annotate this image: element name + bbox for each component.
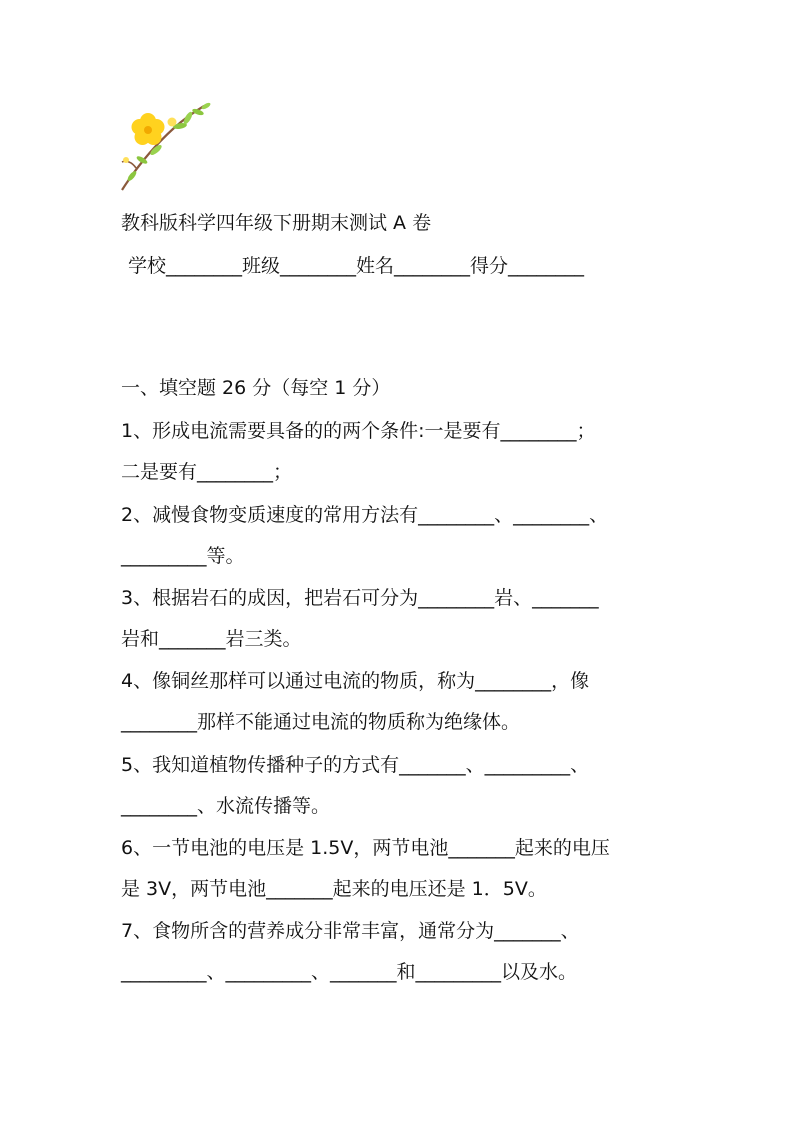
question-6 — [121, 828, 711, 910]
question-line: ________那样不能通过电流的物质称为绝缘体。 — [121, 711, 521, 733]
flower-branch-icon — [114, 98, 214, 198]
student-info-line: 学校________班级________姓名________得分________ — [128, 255, 585, 277]
question-line: 4、像铜丝那样可以通过电流的物质，称为________，像 — [121, 670, 590, 692]
question-line: 7、食物所含的营养成分非常丰富，通常分为_______、 — [121, 920, 580, 942]
question-3 — [121, 578, 711, 660]
question-line: 3、根据岩石的成因，把岩石可分为________岩、_______ — [121, 587, 599, 609]
question-7 — [121, 911, 711, 993]
question-line: _________等。 — [121, 545, 245, 567]
question-line: 2、减慢食物变质速度的常用方法有________、________、 — [121, 504, 609, 526]
question-line: 二是要有________； — [121, 461, 293, 483]
question-2 — [121, 495, 711, 577]
question-4 — [121, 661, 711, 743]
question-1 — [121, 411, 711, 493]
question-line: 5、我知道植物传播种子的方式有_______、_________、 — [121, 754, 590, 776]
question-line: 岩和_______岩三类。 — [121, 628, 302, 650]
question-line: ________、水流传播等。 — [121, 795, 331, 817]
question-line: 6、一节电池的电压是 1.5V，两节电池_______起来的电压 — [121, 837, 610, 859]
document-title: 教科版科学四年级下册期末测试 A 卷 — [121, 212, 432, 234]
question-5 — [121, 745, 711, 827]
section-heading: 一、填空题 26 分（每空 1 分） — [121, 377, 391, 399]
question-line: 1、形成电流需要具备的的两个条件:一是要有________； — [121, 420, 596, 442]
question-line: 是 3V，两节电池_______起来的电压还是 1．5V。 — [121, 878, 547, 900]
question-line: _________、_________、_______和_________以及水。 — [121, 961, 578, 983]
